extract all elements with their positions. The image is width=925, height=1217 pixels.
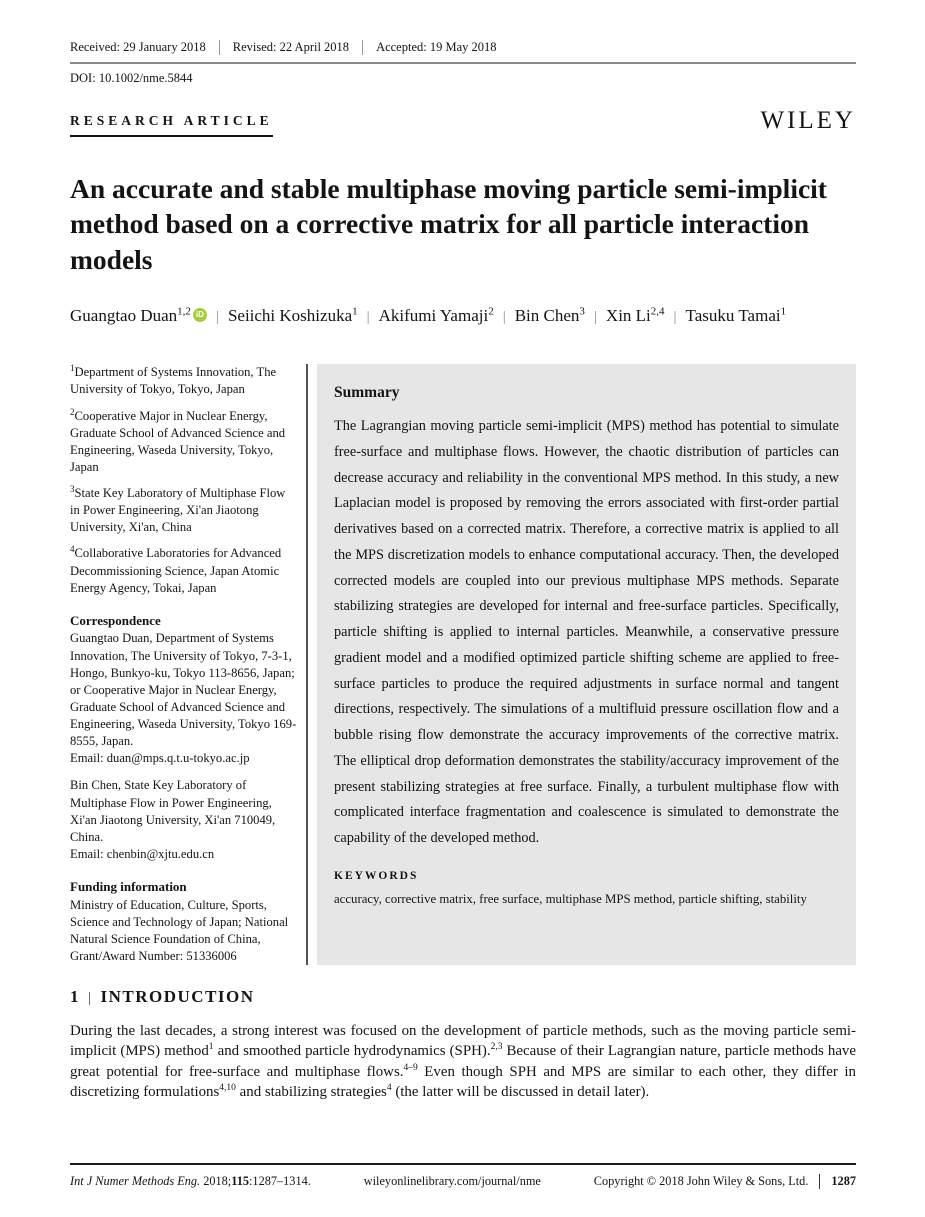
intro-paragraph: During the last decades, a strong interest was focused on the development of particle methods, such as the moving particle semi-implicit (MPS) method$^1$ and smoothed particle hydrodynamics (SPH).$^{2,3}$ Because of their Lagrangian nature, particle methods have great potential for free-surface and multiphase flows.$^{4-9}$ Even though SPH and MPS are similar to each other, they differ in discretizing formulations$^{4,10}$ and stabilizing strategies$^4$ (the latter will be discussed in detail later).	[70, 1023, 857, 1101]
author-name: Guangtao Duan$^{1,2}$ iD	[70, 306, 207, 325]
section-title: INTRODUCTION	[100, 987, 255, 1007]
summary-box	[317, 364, 856, 965]
funding-heading: Funding information	[70, 879, 187, 895]
funding-text: Ministry of Education, Culture, Sports, Science and Technology of Japan; National Natural Science Foundation of China, Grant/Award Number: 51336006	[70, 897, 289, 964]
affiliation-item: $^2$Cooperative Major in Nuclear Energy, Graduate School of Advanced Science and Engineering, Waseda University, Tokyo, Japan	[70, 406, 286, 474]
section-heading	[70, 987, 856, 1007]
column-divider-rule	[306, 364, 308, 965]
accepted-date: Accepted: 19 May 2018	[362, 40, 509, 55]
footer-volume: 115	[231, 1174, 249, 1188]
affiliation-item: $^1$Department of Systems Innovation, The University of Tokyo, Tokyo, Japan	[70, 363, 277, 397]
footer-journal-name: Int J Numer Methods Eng.	[70, 1174, 201, 1188]
section-number: 1	[70, 987, 80, 1007]
article-type-label: RESEARCH ARTICLE	[70, 113, 273, 137]
correspondence-paragraphs	[70, 630, 297, 863]
footer	[70, 1163, 856, 1189]
section-separator: |	[88, 990, 93, 1007]
author-name: Tasuku Tamai$^1$	[685, 305, 787, 326]
page-title: An accurate and stable multiphase moving particle semi-implicit method based on a corrective matrix for all particle interaction models	[70, 173, 827, 275]
revised-date: Revised: 22 April 2018	[219, 40, 362, 55]
keywords-heading: KEYWORDS	[334, 869, 419, 882]
author-separator: |	[502, 309, 506, 326]
two-column-block	[70, 364, 856, 965]
affiliation-list	[70, 364, 297, 597]
author-separator: |	[593, 309, 597, 326]
footer-citation	[70, 1174, 311, 1189]
correspondence-heading: Correspondence	[70, 612, 161, 628]
left-sidebar	[70, 364, 297, 965]
author-separator: |	[673, 309, 677, 326]
keywords-text: accuracy, corrective matrix, free surface, multiphase MPS method, particle shifting, stability	[334, 891, 807, 906]
received-date: Received: 29 January 2018	[70, 40, 206, 54]
author-list	[70, 299, 856, 334]
doi: DOI: 10.1002/nme.5844	[70, 71, 193, 85]
author-name: Akifumi Yamaji$^2$	[378, 305, 494, 326]
affiliation-item: $^3$State Key Laboratory of Multiphase Flow in Power Engineering, Xi'an Jiaotong University, Xi'an, China	[70, 483, 286, 535]
footer-journal-url: wileyonlinelibrary.com/journal/nme	[363, 1174, 541, 1188]
footer-copyright: Copyright © 2018 John Wiley & Sons, Ltd.	[593, 1174, 809, 1188]
correspondence-paragraph: Guangtao Duan, Department of Systems Innovation, The University of Tokyo, 7-3-1, Hongo, Bunkyo-ku, Tokyo 113-8656, Japan; or Cooperative Major in Nuclear Energy, Graduate School of Advanced Science and Engineering, Waseda University, Tokyo 169-8555, Japan. Email: duan@mps.q.t.u-tokyo.ac.jp	[70, 631, 297, 766]
orcid-icon[interactable]: iD	[193, 308, 207, 322]
correspondence-paragraph: Bin Chen, State Key Laboratory of Multiphase Flow in Power Engineering, Xi'an Jiaotong University, Xi'an 710049, China. Email: chenbin@xjtu.edu.cn	[70, 778, 276, 861]
type-row	[70, 108, 856, 137]
footer-pages: :1287–1314.	[249, 1174, 311, 1188]
author-separator: |	[215, 309, 219, 326]
page-number: 1287	[819, 1174, 856, 1189]
author-name: Seiichi Koshizuka$^1$	[227, 305, 358, 326]
wiley-logo: WILEY	[760, 107, 856, 134]
author-separator: |	[366, 309, 370, 326]
affiliation-item: $^4$Collaborative Laboratories for Advanced Decommissioning Science, Japan Atomic Energy Agency, Tokai, Japan	[70, 544, 282, 595]
author-name: Bin Chen$^3$	[514, 305, 585, 326]
footer-year: 2018;	[200, 1174, 232, 1188]
dates-row	[70, 40, 856, 64]
author-name: Xin Li$^{2,4}$	[605, 305, 665, 326]
summary-text: The Lagrangian moving particle semi-implicit (MPS) method has potential to simulate free-surface and multiphase flows. However, the chaotic distribution of particles can decrease accuracy and reliability in the conventional MPS method. In this study, a new Laplacian model is proposed by removing the errors associated with first-order partial derivatives based on a corrected matrix. Therefore, a corrective matrix is applied to all the MPS discretization models to enhance computational accuracy. Then, the developed corrected models are coupled into our previous multiphase MPS methods. Separate stabilizing strategies are developed for internal and free-surface particles. Specifically, particle shifting is applied to internal particles. Meanwhile, a conservative pressure gradient model and a modified optimized particle shifting scheme are applied to free-surface particles to produce the required adjustments in surface normal and tangent directions, respectively. The simulations of a multifluid pressure oscillation flow and a bubble rising flow demonstrate the accuracy improvements of the corrective matrix. The elliptical drop deformation demonstrates the stability/accuracy improvement of the present stabilizing strategies at free surface. Finally, a turbulent multiphase flow with complicated interface fragmentation and coalescence is simulated to demonstrate the capability of the developed method.	[334, 418, 839, 846]
footer-right	[594, 1174, 856, 1189]
summary-heading: Summary	[334, 384, 400, 402]
